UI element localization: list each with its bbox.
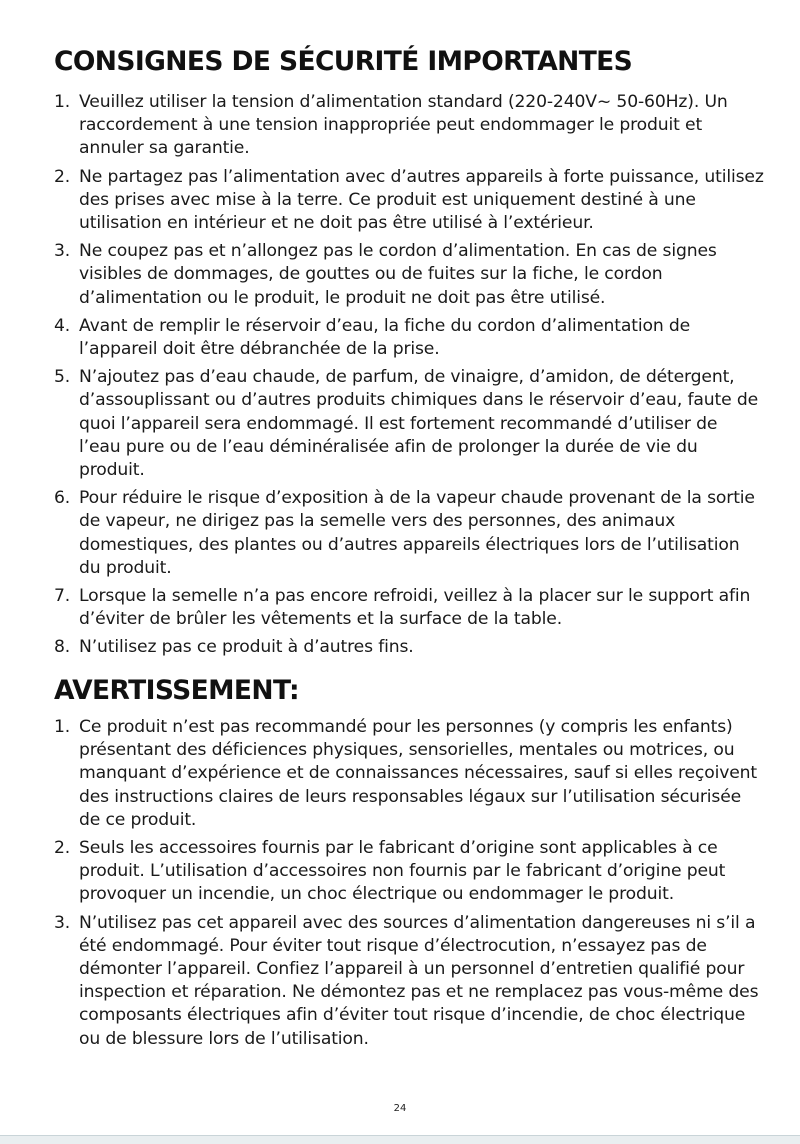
- item-number: 5.: [54, 367, 71, 388]
- item-text: N’utilisez pas cet appareil avec des sources d’alimentation dangereuses ni s’il a été endommagé. Pour éviter tout risque d’électrocution, n’essayez pas de démonter l’appareil. Confiez l’appareil à un personnel d’entretien qualifié pour inspection et réparation. Ne démontez pas et ne remplacez pas vous-même des composants électriques afin d’éviter tout risque d’incendie, de choc électrique ou de blessure lors de l’utilisation.: [79, 912, 759, 1049]
- list-item: [54, 315, 764, 361]
- list-item: [54, 166, 764, 236]
- list-item: [54, 912, 764, 1051]
- item-text: Ce produit n’est pas recommandé pour les personnes (y compris les enfants) présentant des déficiences physiques, sensorielles, mentales ou motrices, ou manquant d’expérience et de connaissances nécessaires, sauf si elles reçoivent des instructions claires de leurs responsables légaux sur l’utilisation sécurisée de ce produit.: [79, 717, 757, 830]
- item-number: 6.: [54, 488, 71, 509]
- warning-list: [54, 716, 764, 1056]
- item-text: N’ajoutez pas d’eau chaude, de parfum, de vinaigre, d’amidon, de détergent, d’assouplissant ou d’autres produits chimiques dans le réservoir d’eau, faute de quoi l’appareil sera endommagé. Il est fortement recommandé d’utiliser de l’eau pure ou de l’eau déminéralisée afin de prolonger la durée de vie du produit.: [79, 367, 759, 481]
- item-number: 3.: [54, 912, 71, 933]
- item-number: 2.: [54, 166, 71, 187]
- item-number: 8.: [54, 637, 71, 658]
- item-text: Ne coupez pas et n’allongez pas le cordon d’alimentation. En cas de signes visibles de dommages, de gouttes ou de fuites sur la fiche, le cordon d’alimentation ou le produit, le produit ne doit pas être utilisé.: [79, 241, 717, 308]
- item-number: 1.: [54, 717, 71, 737]
- item-number: 1.: [54, 92, 71, 112]
- page-bottom-edge: [0, 1135, 800, 1144]
- item-text: Pour réduire le risque d’exposition à de la vapeur chaude provenant de la sortie de vapeur, ne dirigez pas la semelle vers des personnes, des animaux domestiques, des plantes ou d’autres appareils électriques lors de l’utilisation du produit.: [79, 488, 755, 578]
- item-number: 3.: [54, 241, 71, 262]
- item-text: N’utilisez pas ce produit à d’autres fins.: [79, 637, 414, 658]
- warning-heading: AVERTISSEMENT:: [54, 675, 300, 706]
- item-text: Lorsque la semelle n’a pas encore refroidi, veillez à la placer sur le support afin d’éviter de brûler les vêtements et la surface de la table.: [79, 586, 751, 630]
- item-number: 7.: [54, 586, 71, 607]
- list-item: [54, 91, 764, 161]
- safety-instructions-list: [54, 91, 764, 665]
- page-number: 24: [393, 1103, 407, 1114]
- safety-instructions-heading: CONSIGNES DE SÉCURITÉ IMPORTANTES: [54, 46, 633, 77]
- list-item: [54, 366, 764, 482]
- item-text: Seuls les accessoires fournis par le fabricant d’origine sont applicables à ce produit. L’utilisation d’accessoires non fournis par le fabricant d’origine peut provoquer un incendie, un choc électrique ou endommager le produit.: [79, 838, 726, 905]
- item-text: Ne partagez pas l’alimentation avec d’autres appareils à forte puissance, utilisez des prises avec mise à la terre. Ce produit est uniquement destiné à une utilisation en intérieur et ne doit pas être utilisé à l’extérieur.: [79, 166, 764, 234]
- list-item: [54, 585, 764, 631]
- list-item: [54, 487, 764, 580]
- item-number: 4.: [54, 315, 71, 336]
- list-item: [54, 837, 764, 907]
- item-text: Avant de remplir le réservoir d’eau, la fiche du cordon d’alimentation de l’appareil doit être débranchée de la prise.: [79, 315, 691, 360]
- item-text: Veuillez utiliser la tension d’alimentation standard (220-240V~ 50-60Hz). Un raccordement à une tension inappropriée peut endommager le produit et annuler sa garantie.: [79, 92, 728, 159]
- list-item: [54, 716, 764, 832]
- list-item: [54, 240, 764, 310]
- item-number: 2.: [54, 838, 71, 859]
- list-item: [54, 636, 764, 659]
